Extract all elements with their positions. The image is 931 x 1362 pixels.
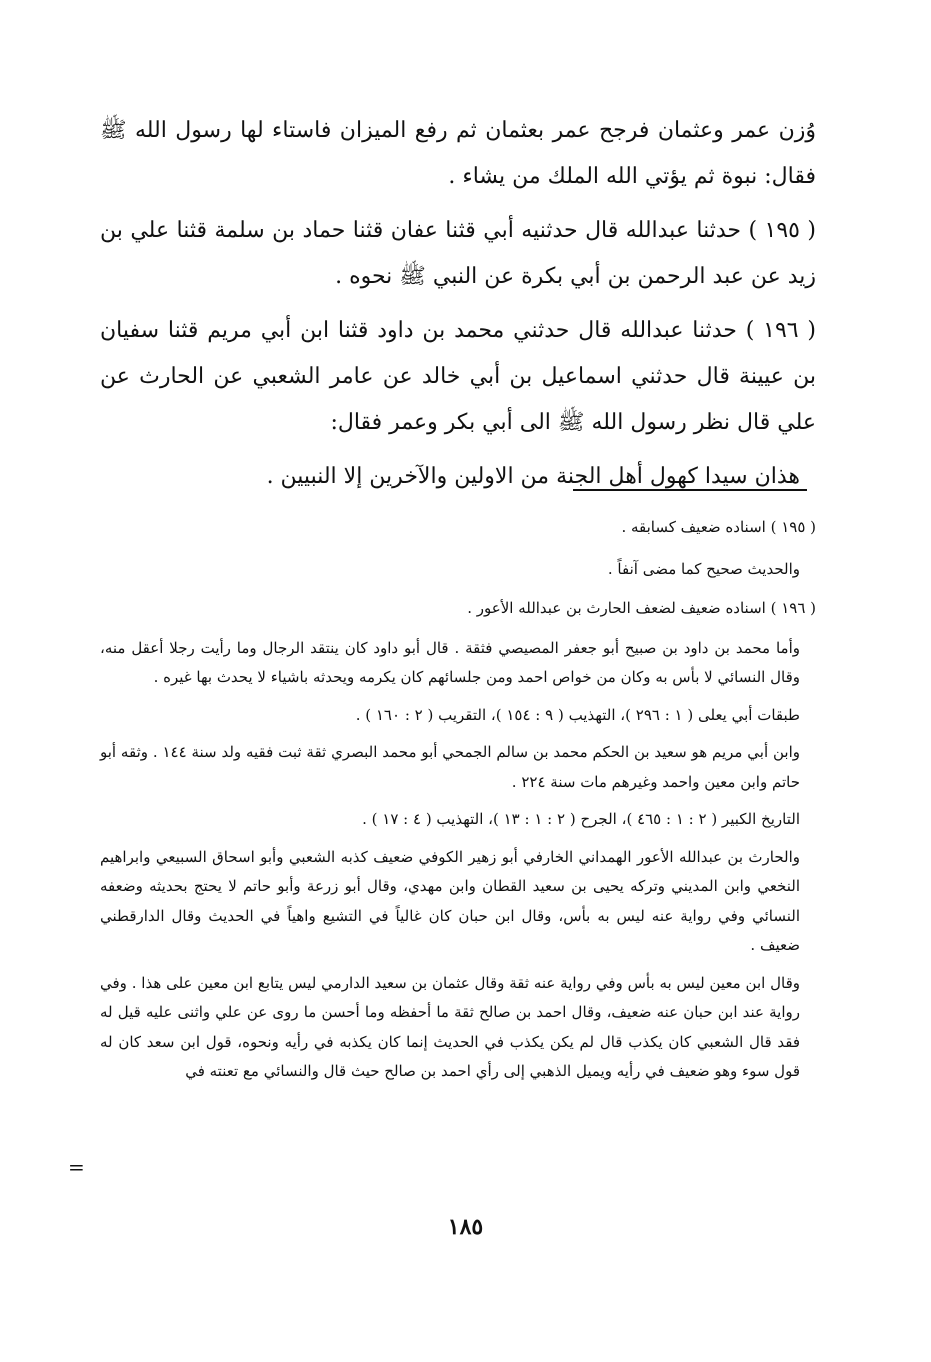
- continuation-mark: =: [68, 1155, 85, 1179]
- footnote-196-refs-2: التاريخ الكبير ( ٢ : ١ : ٤٦٥ )، الجرح ( ٢ : ١ : ١٣ )، التهذيب ( ٤ : ١٧ ) .: [362, 810, 800, 828]
- hadith-195: ( ١٩٥ ) حدثنا عبدالله قال حدثنيه أبي قثنا عفان قثنا حماد بن سلمة قثنا علي بن زيد عن عبد الرحمن بن أبي بكرة عن النبي ﷺ نحوه .: [100, 218, 817, 289]
- footnote-196-narrator-2: وابن أبي مريم هو سعيد بن الحكم محمد بن سالم الجمحي أبو محمد البصري ثقة ثبت فقيه ولد سنة ١٤٤ . وثقه أبو حاتم وابن معين واحمد وغيرهم مات سنة ٢٢٤ .: [100, 743, 800, 791]
- footnote-195-body: والحديث صحيح كما مضى آنفاً .: [607, 559, 800, 578]
- footnotes: [100, 513, 816, 1087]
- footnote-195-title: ( ١٩٥ ) اسناده ضعيف كسابقه .: [621, 518, 816, 536]
- footnote-196-refs-1: طبقات أبي يعلى ( ١ : ٢٩٦ )، التهذيب ( ٩ : ١٥٤ )، التقريب ( ٢ : ١٦٠ ) .: [355, 705, 800, 724]
- footnote-196-narrator-3: والحارث بن عبدالله الأعور الهمداني الخارفي أبو زهير الكوفي ضعيف كذبه الشعبي وأبو اسحاق السبيعي وابراهيم النخعي وابن المديني وتركه يحيى بن سعيد القطان وابن مهدي، وقال أبو زرعة وأبو حاتم لا يحتج بحديثه وضعفه النسائي وفي رواية عنه ليس به بأس، وقال ابن حبان كان غالياً في التشيع واهياً في الحديث وقال الدارقطني ضعيف .: [100, 847, 800, 954]
- footnote-196-title: ( ١٩٦ ) اسناده ضعيف لضعف الحارث بن عبدالله الأعور .: [467, 599, 816, 617]
- hadith-196: ( ١٩٦ ) حدثنا عبدالله قال حدثني محمد بن داود قثنا ابن أبي مريم قثنا سفيان بن عيينة قال حدثني اسماعيل بن أبي خالد عن عامر الشعبي عن الحارث عن علي قال نظر رسول الله ﷺ الى أبي بكر وعمر فقال:: [100, 318, 817, 435]
- footnote-196-narrator-3-continued: وقال ابن معين ليس به بأس وفي رواية عنه ثقة وقال عثمان بن سعيد الدارمي ليس يتابع ابن معين على هذا . وفي رواية عند ابن حبان عنه ضعيف، وقال احمد بن صالح ثقة ما أحفظه وما أحسن ما روى عن علي واثنى عليه قيل له فقد قال الشعبي كان يكذب قال لم يكن يكذب في الحديث إنما كان يكذبه في رأيه ونحوه، قول ابن سعد كان له قول سوء وهو ضعيف في رأيه ويميل الذهبي إلى رأي احمد بن صالح حيث قال والنسائي مع تعنته في: [100, 973, 800, 1080]
- footnote-196-narrator-1: وأما محمد بن داود بن صبيح أبو جعفر المصيصي فثقة . قال أبو داود كان ينتقد الرجال وما رأيت رجلا أعقل منه، وقال النسائي لا بأس به وكان من خواص احمد ومن جلسائهم كان يكرمه ويحدثه باشياء لا يحدث بها غيره .: [100, 638, 800, 686]
- hadith-194-ending: وُزن عمر وعثمان فرجح عمر بعثمان ثم رفع الميزان فاستاء لها رسول الله ﷺ فقال: نبوة ثم يؤتي الله الملك من يشاء .: [100, 118, 816, 189]
- hadith-196-matn: هذان سيدا كهول أهل الجنة من الاولين والآخرين إلا النبيين .: [266, 464, 800, 489]
- page-number: ١٨٥: [447, 1214, 484, 1240]
- footnote-separator: [573, 489, 807, 491]
- main-text: [100, 108, 816, 500]
